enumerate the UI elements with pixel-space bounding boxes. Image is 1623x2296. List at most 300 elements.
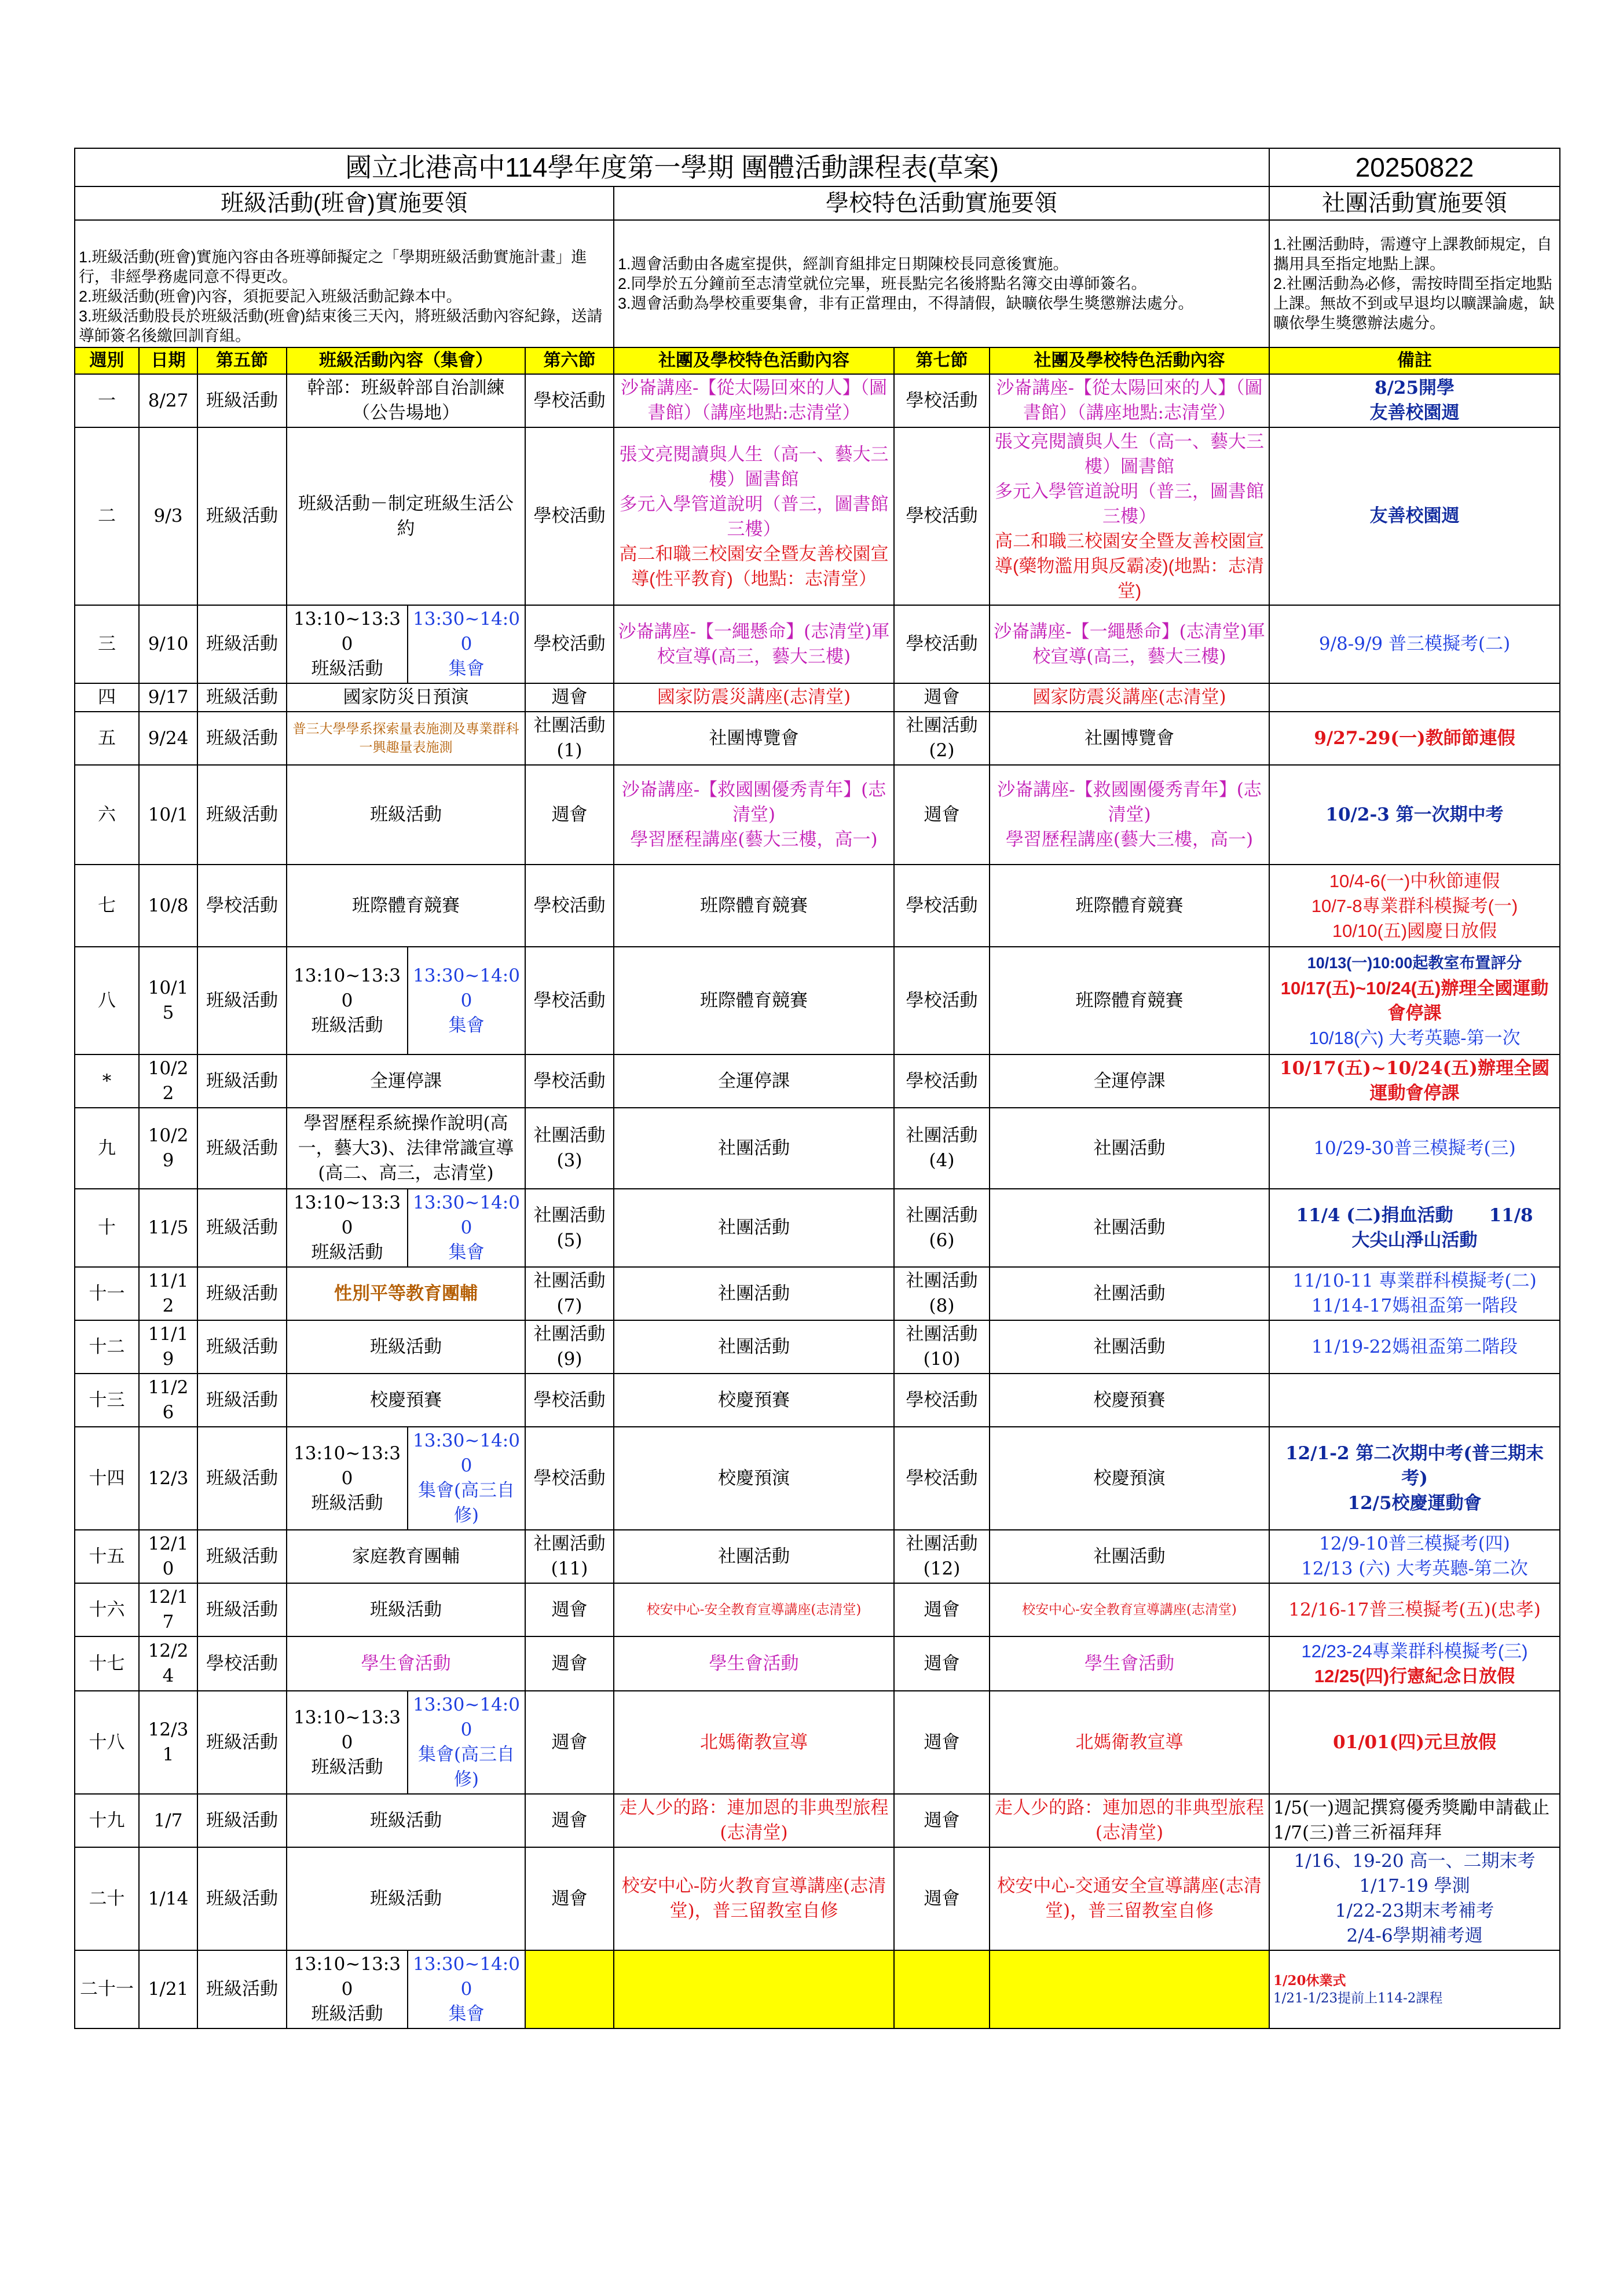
activity6-cell: 社團博覽會 (614, 712, 894, 765)
remark-line: 1/16、19-20 高一、二期末考 (1294, 1851, 1536, 1872)
time-label: 13:10~13:30 (294, 1442, 401, 1489)
activity7-cell: 社團活動 (990, 1267, 1269, 1320)
date-cell: 11/26 (139, 1374, 197, 1427)
period7-cell: 社團活動(10) (894, 1320, 990, 1374)
activity6-cell: 社團活動 (614, 1189, 894, 1267)
col-activity6: 社團及學校特色活動內容 (614, 347, 894, 374)
week-cell: 十 (75, 1189, 139, 1267)
period6-cell: 學校活動 (525, 427, 614, 605)
activity7-cell: 社團博覽會 (990, 712, 1269, 765)
week-cell: 十七 (75, 1636, 139, 1691)
remark-cell (1269, 865, 1560, 947)
remark-cell: 9/8-9/9 普三模擬考(二) (1269, 605, 1560, 683)
date-cell: 9/10 (139, 605, 197, 683)
date-cell: 10/1 (139, 765, 197, 865)
class-content-cell: 班際體育競賽 (287, 865, 525, 947)
table-row (75, 1108, 1560, 1189)
activity-line: 學習歷程講座(藝大三樓，高一) (630, 829, 878, 850)
period6-cell: 週會 (525, 1636, 614, 1691)
table-row (75, 1189, 1560, 1267)
class-content-cell: 班級活動 (287, 1320, 525, 1374)
activity7-cell: 沙崙講座-【一繩懸命】(志清堂)軍校宣導(高三，藝大三樓) (990, 605, 1269, 683)
date-cell: 12/10 (139, 1530, 197, 1583)
remark-line: 12/9-10普三模擬考(四) (1319, 1533, 1510, 1554)
period5-cell: 班級活動 (197, 1691, 287, 1794)
period6-cell: 學校活動 (525, 947, 614, 1054)
table-row (75, 605, 1560, 683)
activity7-cell (990, 427, 1269, 605)
split-time-b (408, 947, 525, 1054)
page-title: 國立北港高中114學年度第一學期 團體活動課程表(草案) (75, 148, 1269, 186)
period5-cell: 班級活動 (197, 1374, 287, 1427)
week-cell: 十二 (75, 1320, 139, 1374)
period5-cell: 學校活動 (197, 865, 287, 947)
period7-cell: 週會 (894, 1794, 990, 1847)
activity-line: 高二和職三校園安全暨友善校園宣導(藥物濫用與反霸凌)(地點：志清堂) (995, 531, 1265, 601)
period6-cell: 週會 (525, 765, 614, 865)
remark-cell (1269, 1530, 1560, 1583)
period6-cell: 社團活動(9) (525, 1320, 614, 1374)
remark-cell (1269, 1374, 1560, 1427)
activity7-cell: 校慶預演 (990, 1427, 1269, 1530)
week-cell: 四 (75, 683, 139, 712)
period5-cell: 班級活動 (197, 605, 287, 683)
table-row (75, 1636, 1560, 1691)
week-cell: * (75, 1054, 139, 1108)
split-time-b (408, 1691, 525, 1794)
period6-cell (525, 1950, 614, 2028)
period6-cell: 社團活動(11) (525, 1530, 614, 1583)
table-row (75, 1583, 1560, 1636)
document-date: 20250822 (1269, 148, 1560, 186)
activity7-cell: 校慶預賽 (990, 1374, 1269, 1427)
period7-cell: 學校活動 (894, 427, 990, 605)
activity7-cell: 全運停課 (990, 1054, 1269, 1108)
period7-cell: 學校活動 (894, 1427, 990, 1530)
period7-cell: 週會 (894, 1847, 990, 1950)
table-row (75, 1691, 1560, 1794)
remark-cell (1269, 374, 1560, 427)
remark-cell (1269, 1636, 1560, 1691)
remark-line: 11/10-11 專業群科模擬考(二) (1292, 1270, 1537, 1291)
activity6-cell: 社團活動 (614, 1267, 894, 1320)
activity7-cell: 社團活動 (990, 1108, 1269, 1189)
col-period5: 第五節 (197, 347, 287, 374)
activity7-cell: 校安中心-交通安全宣導講座(志清堂)，普三留教室自修 (990, 1847, 1269, 1950)
period5-cell: 班級活動 (197, 1794, 287, 1847)
time-label: 13:10~13:30 (294, 1954, 401, 2000)
time-activity: 班級活動 (311, 658, 383, 679)
club-note-2: 2.社團活動為必修，需按時間至指定地點上課。無故不到或早退均以曠課論處，缺曠依學生獎懲辦法處分。 (1273, 275, 1555, 332)
period6-cell: 社團活動(7) (525, 1267, 614, 1320)
period6-cell: 學校活動 (525, 1374, 614, 1427)
remark-line: 2/4-6學期補考週 (1346, 1925, 1483, 1946)
activity6-cell (614, 765, 894, 865)
period6-cell: 學校活動 (525, 1054, 614, 1108)
activity6-cell: 北媽衛教宣導 (614, 1691, 894, 1794)
col-period6: 第六節 (525, 347, 614, 374)
activity7-cell (990, 1950, 1269, 2028)
remark-cell (1269, 947, 1560, 1054)
period7-cell: 社團活動(4) (894, 1108, 990, 1189)
table-row (75, 1950, 1560, 2028)
school-note-1: 1.週會活動由各處室提供，經訓育組排定日期陳校長同意後實施。 (618, 255, 1069, 273)
period7-cell: 社團活動(6) (894, 1189, 990, 1267)
remark-cell (1269, 1950, 1560, 2028)
remark-line: 8/25開學 (1375, 378, 1455, 398)
activity7-cell: 社團活動 (990, 1530, 1269, 1583)
period7-cell: 週會 (894, 683, 990, 712)
week-cell: 八 (75, 947, 139, 1054)
remark-line: 10/17(五)~10/24(五)辦理全國運動會停課 (1280, 978, 1549, 1023)
remark-line: 12/1-2 第二次期中考(普三期末考) (1285, 1442, 1544, 1489)
period6-cell: 社團活動(1) (525, 712, 614, 765)
table-row (75, 374, 1560, 427)
time-label: 13:10~13:30 (294, 1192, 401, 1238)
split-time-a (287, 947, 408, 1054)
date-cell: 12/3 (139, 1427, 197, 1530)
section-school-title: 學校特色活動實施要領 (614, 186, 1269, 220)
date-cell: 12/17 (139, 1583, 197, 1636)
period6-cell: 學校活動 (525, 865, 614, 947)
time-activity: 集會(高三自修) (417, 1480, 515, 1526)
class-note-2: 2.班級活動(班會)內容，須扼要記入班級活動記錄本中。 (79, 288, 462, 305)
activity6-cell: 學生會活動 (614, 1636, 894, 1691)
activity7-cell (990, 765, 1269, 865)
activity7-cell: 學生會活動 (990, 1636, 1269, 1691)
period7-cell: 週會 (894, 1691, 990, 1794)
school-note-2: 2.同學於五分鐘前至志清堂就位完畢，班長點完名後將點名簿交由導師簽名。 (618, 275, 1147, 292)
week-cell: 三 (75, 605, 139, 683)
table-row (75, 1847, 1560, 1950)
period6-cell: 社團活動(5) (525, 1189, 614, 1267)
remark-line: 11/4 (二)捐血活動 11/8 (1296, 1204, 1533, 1226)
activity6-cell: 社團活動 (614, 1320, 894, 1374)
table-row (75, 1530, 1560, 1583)
time-label: 13:10~13:30 (294, 1707, 401, 1753)
period7-cell: 社團活動(2) (894, 712, 990, 765)
period6-cell: 週會 (525, 1691, 614, 1794)
period5-cell: 班級活動 (197, 765, 287, 865)
class-content-cell: 班級活動－制定班級生活公約 (287, 427, 525, 605)
time-activity: 集會 (448, 658, 485, 679)
activity7-cell: 沙崙講座-【從太陽回來的人】（圖書館）（講座地點:志清堂） (990, 374, 1269, 427)
activity6-cell: 全運停課 (614, 1054, 894, 1108)
split-time-a (287, 1691, 408, 1794)
period5-cell: 班級活動 (197, 1530, 287, 1583)
table-row (75, 1427, 1560, 1530)
class-note-1: 1.班級活動(班會)實施內容由各班導師擬定之「學期班級活動實施計畫」進行，非經學務處同意不得更改。 (79, 248, 587, 285)
remark-cell: 11/19-22媽祖盃第二階段 (1269, 1320, 1560, 1374)
week-cell: 十九 (75, 1794, 139, 1847)
period7-cell: 週會 (894, 765, 990, 865)
time-activity: 班級活動 (311, 1242, 383, 1263)
split-time-b (408, 1189, 525, 1267)
table-row (75, 1054, 1560, 1108)
remark-line: 10/18(六) 大考英聽-第一次 (1309, 1028, 1521, 1048)
remark-cell: 10/29-30普三模擬考(三) (1269, 1108, 1560, 1189)
period6-cell: 學校活動 (525, 605, 614, 683)
club-note-1: 1.社團活動時，需遵守上課教師規定，自攜用具至指定地點上課。 (1273, 236, 1552, 273)
activity6-cell: 沙崙講座-【從太陽回來的人】（圖書館）（講座地點:志清堂） (614, 374, 894, 427)
table-row (75, 712, 1560, 765)
period5-cell: 班級活動 (197, 1427, 287, 1530)
period6-cell: 週會 (525, 683, 614, 712)
activity7-cell: 班際體育競賽 (990, 947, 1269, 1054)
week-cell: 二十一 (75, 1950, 139, 2028)
activity7-cell: 校安中心-安全教育宣導講座(志清堂) (990, 1583, 1269, 1636)
remark-line: 10/7-8專業群科模擬考(一) (1311, 895, 1518, 916)
activity7-cell: 國家防震災講座(志清堂) (990, 683, 1269, 712)
table-row (75, 427, 1560, 605)
activity6-cell: 校安中心-安全教育宣導講座(志清堂) (614, 1583, 894, 1636)
schedule-sheet (74, 148, 1568, 2029)
period7-cell: 社團活動(8) (894, 1267, 990, 1320)
period5-cell: 班級活動 (197, 1267, 287, 1320)
period7-cell: 學校活動 (894, 1054, 990, 1108)
table-row (75, 947, 1560, 1054)
activity-line: 高二和職三校園安全暨友善校園宣導(性平教育)（地點：志清堂） (619, 543, 889, 589)
period7-cell (894, 1950, 990, 2028)
activity-line: 多元入學管道說明（普三，圖書館三樓） (995, 481, 1265, 526)
col-date: 日期 (139, 347, 197, 374)
period6-cell: 學校活動 (525, 1427, 614, 1530)
remark-line: 1/22-23期末考補考 (1335, 1900, 1494, 1921)
time-label: 13:30~14:00 (413, 609, 520, 654)
class-content-cell: 班級活動 (287, 1794, 525, 1847)
col-week: 週別 (75, 347, 139, 374)
period6-cell: 週會 (525, 1794, 614, 1847)
week-cell: 十四 (75, 1427, 139, 1530)
class-content-cell: 家庭教育團輔 (287, 1530, 525, 1583)
activity6-cell: 社團活動 (614, 1108, 894, 1189)
period7-cell: 學校活動 (894, 947, 990, 1054)
remark-cell (1269, 1427, 1560, 1530)
class-content-cell: 班級活動 (287, 765, 525, 865)
activity6-cell (614, 427, 894, 605)
date-cell: 11/5 (139, 1189, 197, 1267)
date-cell: 1/14 (139, 1847, 197, 1950)
week-cell: 二十 (75, 1847, 139, 1950)
col-activity7: 社團及學校特色活動內容 (990, 347, 1269, 374)
activity6-cell (614, 1950, 894, 2028)
time-label: 13:30~14:00 (413, 1430, 520, 1476)
club-notes (1269, 220, 1560, 347)
class-content-cell: 班級活動 (287, 1583, 525, 1636)
period6-cell: 社團活動(3) (525, 1108, 614, 1189)
activity7-cell: 走人少的路：連加恩的非典型旅程(志清堂) (990, 1794, 1269, 1847)
period7-cell: 週會 (894, 1636, 990, 1691)
class-content-cell: 學生會活動 (287, 1636, 525, 1691)
split-time-b (408, 605, 525, 683)
col-period7: 第七節 (894, 347, 990, 374)
week-cell: 七 (75, 865, 139, 947)
period7-cell: 學校活動 (894, 865, 990, 947)
date-cell: 10/15 (139, 947, 197, 1054)
activity-line: 沙崙講座-【救國團優秀青年】(志清堂) (997, 779, 1262, 825)
period5-cell: 班級活動 (197, 1847, 287, 1950)
week-cell: 十一 (75, 1267, 139, 1320)
section-class-title: 班級活動(班會)實施要領 (75, 186, 614, 220)
period6-cell: 週會 (525, 1847, 614, 1950)
class-note-3: 3.班級活動股長於班級活動(班會)結束後三天內，將班級活動內容紀錄，送請導師簽名後繳回訓育組。 (79, 307, 603, 345)
activity6-cell: 校慶預賽 (614, 1374, 894, 1427)
period7-cell: 學校活動 (894, 374, 990, 427)
column-header-row (75, 347, 1560, 374)
period6-cell: 週會 (525, 1583, 614, 1636)
time-label: 13:30~14:00 (413, 1192, 520, 1238)
week-cell: 十三 (75, 1374, 139, 1427)
class-content-cell: 班級活動 (287, 1847, 525, 1950)
split-time-a (287, 605, 408, 683)
activity-line: 多元入學管道說明（普三，圖書館三樓） (619, 493, 889, 539)
remark-line: 11/14-17媽祖盃第一階段 (1311, 1295, 1518, 1316)
split-time-a (287, 1427, 408, 1530)
remark-line: 12/13 (六) 大考英聽-第二次 (1301, 1558, 1528, 1579)
week-cell: 十八 (75, 1691, 139, 1794)
class-content-cell: 全運停課 (287, 1054, 525, 1108)
period5-cell: 班級活動 (197, 1054, 287, 1108)
week-cell: 六 (75, 765, 139, 865)
date-cell: 12/24 (139, 1636, 197, 1691)
time-label: 13:10~13:30 (294, 965, 401, 1011)
date-cell: 10/8 (139, 865, 197, 947)
period5-cell: 班級活動 (197, 947, 287, 1054)
activity6-cell: 走人少的路：連加恩的非典型旅程(志清堂) (614, 1794, 894, 1847)
activity7-cell: 北媽衛教宣導 (990, 1691, 1269, 1794)
date-cell: 9/24 (139, 712, 197, 765)
remark-line: 12/25(四)行憲紀念日放假 (1314, 1666, 1515, 1686)
remark-line: 10/4-6(一)中秋節連假 (1329, 870, 1500, 891)
activity6-cell: 班際體育競賽 (614, 947, 894, 1054)
split-time-b (408, 1950, 525, 2028)
class-notes (75, 220, 614, 347)
period7-cell: 社團活動(12) (894, 1530, 990, 1583)
period5-cell: 班級活動 (197, 1583, 287, 1636)
remark-cell: 01/01(四)元旦放假 (1269, 1691, 1560, 1794)
remark-cell: 友善校園週 (1269, 427, 1560, 605)
table-row (75, 1267, 1560, 1320)
class-content-cell: 性別平等教育團輔 (287, 1267, 525, 1320)
class-content-cell: 校慶預賽 (287, 1374, 525, 1427)
date-cell: 10/29 (139, 1108, 197, 1189)
remark-cell (1269, 1189, 1560, 1267)
date-cell: 9/3 (139, 427, 197, 605)
time-label: 13:10~13:30 (294, 609, 401, 654)
week-cell: 五 (75, 712, 139, 765)
activity7-cell: 班際體育競賽 (990, 865, 1269, 947)
date-cell: 11/12 (139, 1267, 197, 1320)
table-row (75, 1794, 1560, 1847)
period5-cell: 班級活動 (197, 1950, 287, 2028)
date-cell: 1/7 (139, 1794, 197, 1847)
col-remarks: 備註 (1269, 347, 1560, 374)
remark-cell: 12/16-17普三模擬考(五)(忠孝) (1269, 1583, 1560, 1636)
time-label: 13:30~14:00 (413, 965, 520, 1011)
activity6-cell: 班際體育競賽 (614, 865, 894, 947)
date-cell: 9/17 (139, 683, 197, 712)
period6-cell: 學校活動 (525, 374, 614, 427)
activity6-cell: 校安中心-防火教育宣導講座(志清堂)，普三留教室自修 (614, 1847, 894, 1950)
week-cell: 十六 (75, 1583, 139, 1636)
time-label: 13:30~14:00 (413, 1694, 520, 1740)
time-activity: 集會 (448, 1242, 485, 1263)
remark-cell (1269, 1267, 1560, 1320)
period7-cell: 週會 (894, 1583, 990, 1636)
week-cell: 二 (75, 427, 139, 605)
period7-cell: 學校活動 (894, 1374, 990, 1427)
activity-line: 張文亮閱讀與人生（高一、藝大三樓）圖書館 (995, 431, 1265, 477)
table-row (75, 1320, 1560, 1374)
class-content-cell: 國家防災日預演 (287, 683, 525, 712)
period5-cell: 班級活動 (197, 1189, 287, 1267)
split-time-a (287, 1189, 408, 1267)
remark-cell: 1/5(一)週記撰寫優秀獎勵申請截止 1/7(三)普三祈福拜拜 (1269, 1794, 1560, 1847)
time-activity: 集會 (448, 2004, 485, 2024)
activity6-cell: 校慶預演 (614, 1427, 894, 1530)
remark-line: 1/21-1/23提前上114-2課程 (1273, 1990, 1443, 2006)
date-cell: 10/22 (139, 1054, 197, 1108)
remark-line: 友善校園週 (1369, 402, 1460, 423)
period5-cell: 班級活動 (197, 683, 287, 712)
date-cell: 1/21 (139, 1950, 197, 2028)
period5-cell: 班級活動 (197, 374, 287, 427)
remark-cell (1269, 683, 1560, 712)
split-time-a (287, 1950, 408, 2028)
section-club-title: 社團活動實施要領 (1269, 186, 1560, 220)
activity-line: 張文亮閱讀與人生（高一、藝大三樓）圖書館 (619, 444, 889, 489)
school-note-3: 3.週會活動為學校重要集會，非有正當理由，不得請假，缺曠依學生獎懲辦法處分。 (618, 295, 1194, 312)
week-cell: 九 (75, 1108, 139, 1189)
class-content-cell: 幹部：班級幹部自治訓練（公告場地） (287, 374, 525, 427)
remark-line: 12/5校慶運動會 (1347, 1492, 1482, 1514)
remark-cell: 10/17(五)~10/24(五)辦理全國運動會停課 (1269, 1054, 1560, 1108)
table-row (75, 1374, 1560, 1427)
activity7-cell: 社團活動 (990, 1189, 1269, 1267)
activity7-cell: 社團活動 (990, 1320, 1269, 1374)
period5-cell: 班級活動 (197, 712, 287, 765)
time-activity: 集會(高三自修) (417, 1744, 515, 1790)
period7-cell: 學校活動 (894, 605, 990, 683)
remark-line: 10/10(五)國慶日放假 (1332, 920, 1497, 941)
time-activity: 班級活動 (311, 1492, 383, 1514)
week-cell: 十五 (75, 1530, 139, 1583)
split-time-b (408, 1427, 525, 1530)
time-activity: 班級活動 (311, 1756, 383, 1778)
activity-line: 沙崙講座-【救國團優秀青年】(志清堂) (621, 779, 886, 825)
class-content-cell: 普三大學學系探索量表施測及專業群科一興趣量表施測 (287, 712, 525, 765)
date-cell: 11/19 (139, 1320, 197, 1374)
remark-cell: 10/2-3 第一次期中考 (1269, 765, 1560, 865)
table-row (75, 865, 1560, 947)
time-activity: 班級活動 (311, 2004, 383, 2024)
table-row (75, 765, 1560, 865)
period5-cell: 班級活動 (197, 1108, 287, 1189)
remark-cell: 9/27-29(一)教師節連假 (1269, 712, 1560, 765)
remark-line: 12/23-24專業群科模擬考(三) (1301, 1641, 1528, 1661)
remark-line: 1/17-19 學測 (1359, 1876, 1470, 1896)
week-cell: 一 (75, 374, 139, 427)
activity-line: 學習歷程講座(藝大三樓，高一) (1005, 829, 1254, 850)
class-content-cell: 學習歷程系統操作說明(高一，藝大3)、法律常識宣導(高二、高三，志清堂) (287, 1108, 525, 1189)
period5-cell: 班級活動 (197, 1320, 287, 1374)
period5-cell: 班級活動 (197, 427, 287, 605)
remark-line: 10/13(一)10:00起教室布置評分 (1307, 954, 1522, 972)
activity6-cell: 沙崙講座-【一繩懸命】(志清堂)軍校宣導(高三，藝大三樓) (614, 605, 894, 683)
time-activity: 班級活動 (311, 1015, 383, 1036)
activity6-cell: 國家防震災講座(志清堂) (614, 683, 894, 712)
school-notes (614, 220, 1269, 347)
